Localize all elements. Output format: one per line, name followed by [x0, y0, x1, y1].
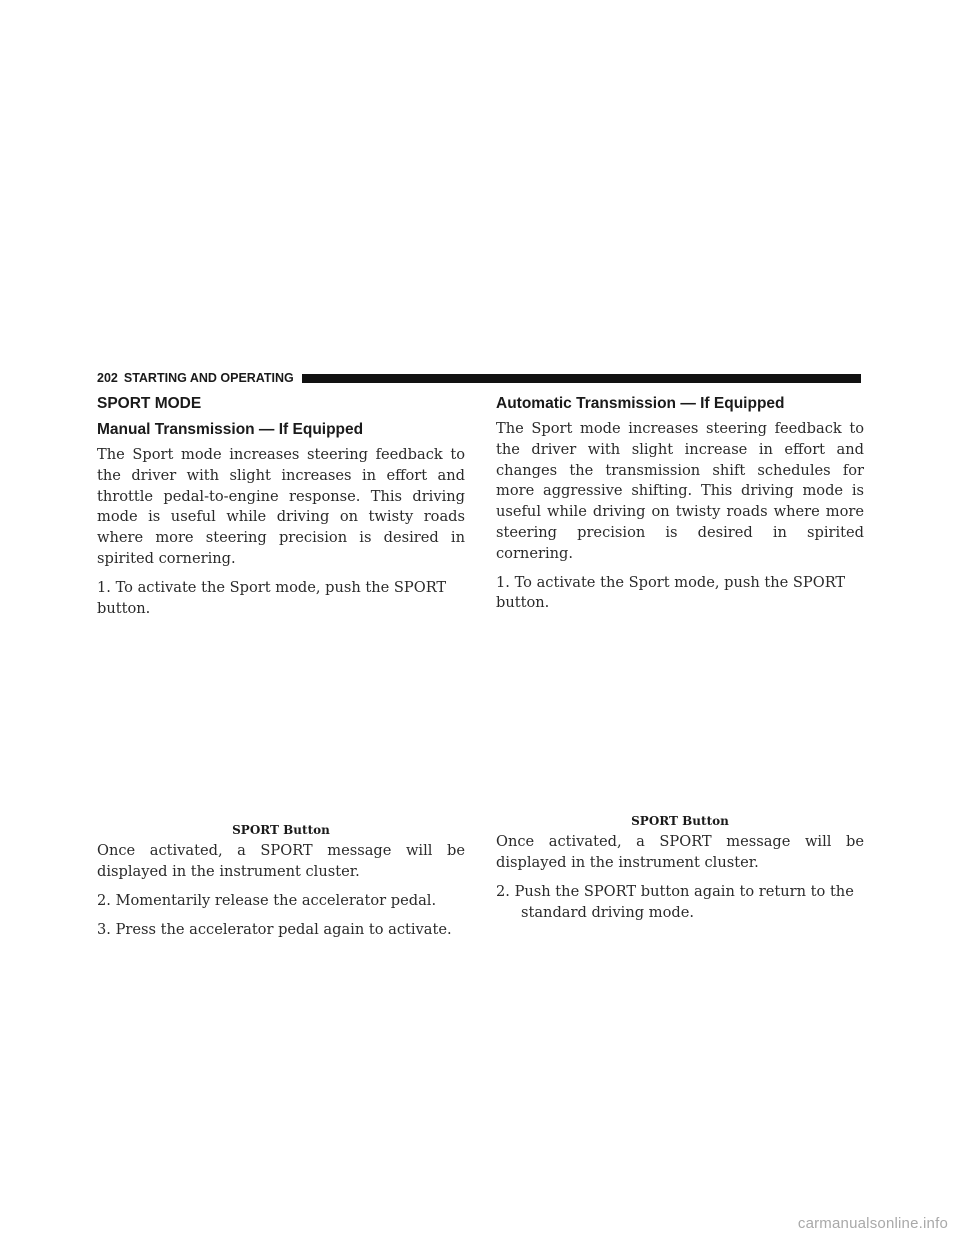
- header-rule: [302, 374, 861, 383]
- automatic-sport-button-figure: [496, 622, 864, 828]
- automatic-step-2: 2. Push the SPORT button again to return to the standard driving mode.: [496, 882, 854, 921]
- manual-figure-caption: SPORT Button: [232, 823, 330, 838]
- left-column: [97, 392, 465, 949]
- manual-sport-button-figure: [97, 627, 465, 837]
- automatic-figure-caption: SPORT Button: [631, 814, 729, 829]
- page-header: [97, 370, 861, 386]
- page-number: 202: [97, 371, 118, 385]
- right-column: [496, 392, 864, 931]
- manual-step-2: 2. Momentarily release the accelerator pedal.: [97, 891, 437, 909]
- automatic-intro-paragraph: The Sport mode increases steering feedback to the driver with slight increase in effort and changes the transmission shift schedules for more aggressive shifting. This driving mode is useful while driving on twisty roads where more steering precision is desired in spirited cornering.: [496, 420, 864, 562]
- manual-transmission-heading: Manual Transmission — If Equipped: [97, 421, 364, 438]
- automatic-step-1: 1. To activate the Sport mode, push the SPORT button.: [496, 573, 846, 612]
- manual-step-1: 1. To activate the Sport mode, push the SPORT button.: [97, 578, 447, 617]
- manual-step-3: 3. Press the accelerator pedal again to activate.: [97, 920, 452, 938]
- automatic-transmission-heading: Automatic Transmission — If Equipped: [496, 395, 785, 412]
- section-title: STARTING AND OPERATING: [123, 371, 294, 385]
- manual-activated-paragraph: Once activated, a SPORT message will be displayed in the instrument cluster.: [97, 842, 465, 881]
- automatic-activated-paragraph: Once activated, a SPORT message will be displayed in the instrument cluster.: [496, 833, 864, 871]
- manual-intro-paragraph: The Sport mode increases steering feedback to the driver with slight increases in effort and throttle pedal-to-engine response. This driving mode is useful while driving on twisty roads where more steering precision is desired in spirited cornering.: [97, 446, 465, 567]
- watermark-logo[interactable]: carmanualsonline.info: [797, 1215, 948, 1232]
- section-heading: SPORT MODE: [97, 395, 202, 412]
